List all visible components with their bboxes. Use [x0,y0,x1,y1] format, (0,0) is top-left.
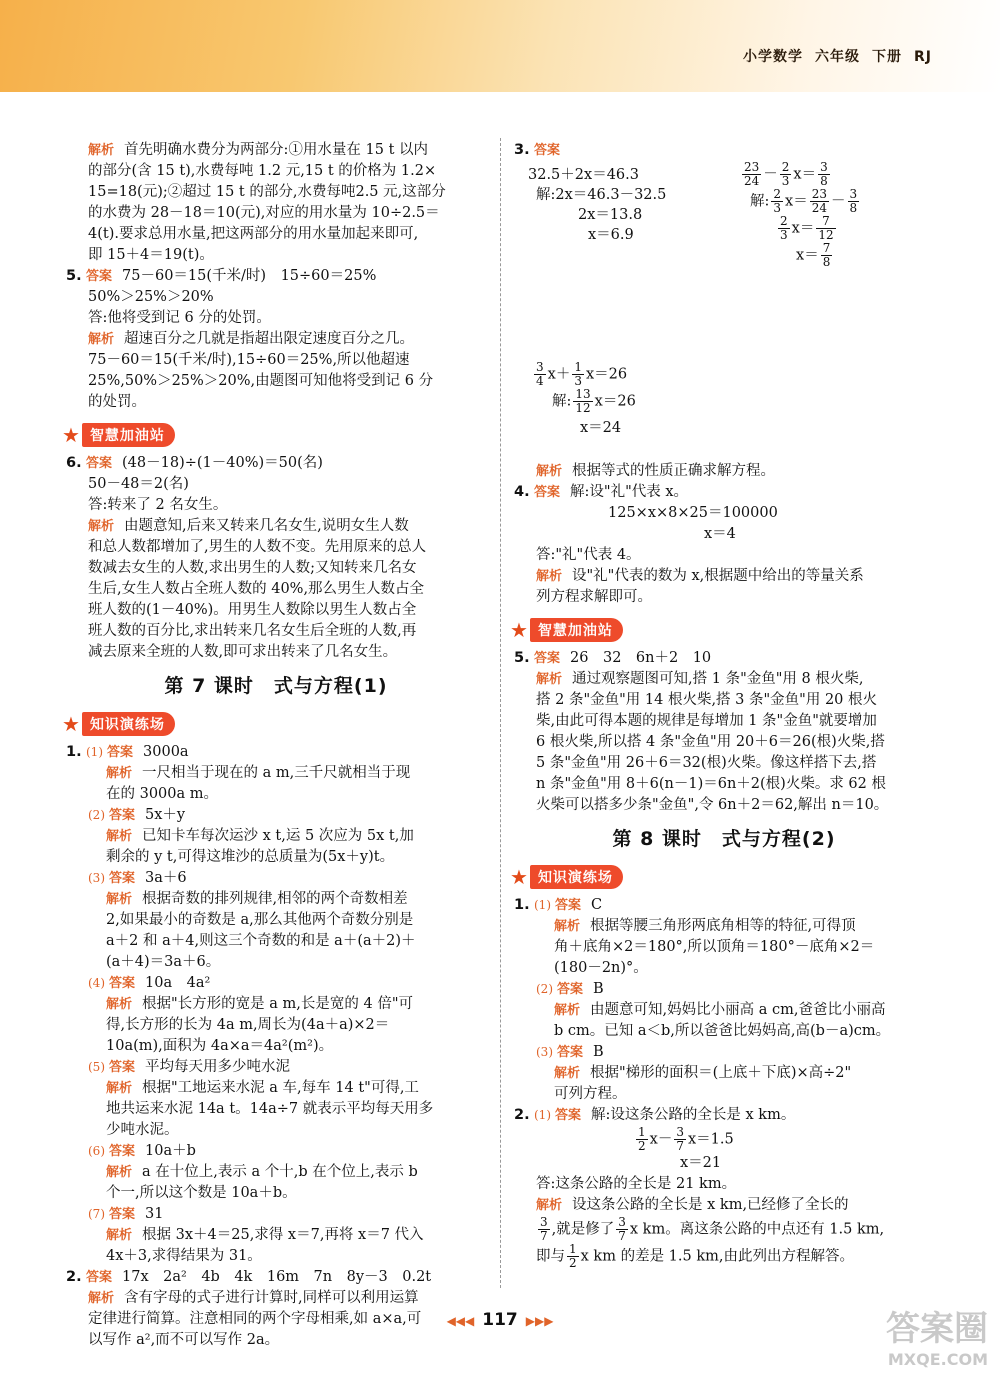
sub-question: (7) 答案 31 [88,1206,164,1222]
column-divider [500,138,501,1288]
answer-line: 125×x×8×25＝100000 [608,505,778,521]
page-number [0,1310,1000,1330]
analysis-line: b cm。已知 a＜b,所以爸爸比妈妈高,高(b－a)cm。 [554,1023,891,1039]
subject: 小学数学 [743,49,803,65]
analysis-line: 10a(m),面积为 4a×a＝4a²(m²)。 [106,1038,334,1054]
analysis-line: 的部分(含 15 t),水费每吨 1.2 元,15 t 的价格为 1.2× [88,163,437,179]
analysis-line: 角＋底角×2＝180°,所以顶角＝180°－底角×2＝ [554,939,875,955]
sub-question: (5) 答案 平均每天用多少吨水泥 [88,1059,291,1075]
answer-line: 50－48＝2(名) [88,476,189,492]
analysis-line: 个一,所以这个数是 10a＋b。 [106,1185,297,1201]
analysis-line: 解析 根据奇数的排列规律,相邻的两个奇数相差 [106,891,408,907]
analysis-line: 班人数的(1－40%)。用男生人数除以男生人数占全 [88,602,417,618]
analysis-line: 解析 超速百分之几就是指超出限定速度百分之几。 [88,331,415,347]
analysis-line: 解析 已知卡车每次运沙 x t,运 5 次应为 5x t,加 [106,828,414,844]
prev-arrows-icon: ◀◀◀ [446,1314,475,1328]
section-banner-zhishi: ★ 知识演练场 [510,865,623,889]
equation-block [514,161,934,461]
lesson-title-8: 第 8 课时 式与方程(2) [612,828,836,850]
analysis-line: 4(t).要求总用水量,把这两部分的用水量加起来即可, [88,226,419,242]
analysis-line: 地共运来水泥 14a t。14a÷7 就表示平均每天用多 [106,1101,434,1117]
answer-line: x＝21 [680,1155,722,1171]
analysis-line: 解析 根据"长方形的宽是 a m,长是宽的 4 倍"可 [106,996,414,1012]
analysis-line: 即与 $\frac{1}{2}$ x km 的差是 1.5 km,由此列出方程解答。 [536,1242,854,1270]
question-5: 5. 答案 75－60＝15(千米/时) 15÷60＝25% [66,268,377,284]
question-1: 1. (1) 答案 3000a [66,744,189,760]
answer-line: 答:"礼"代表 4。 [536,547,641,563]
analysis-line: 解析 根据等腰三角形两底角相等的特征,可得顶 [554,918,856,934]
grade: 六年级 [815,49,860,65]
analysis-line: 和总人数都增加了,男生的人数不变。先用原来的总人 [88,539,427,555]
answer-line: 答:他将受到记 6 分的处罚。 [88,310,271,326]
equation-c: $\frac{3}{4}$ x＋ $\frac{1}{3}$ x＝26 解: $\frac{13}{12}$ x＝26 x＝24 [536,360,636,436]
question-2: 2. 答案 17x 2a² 4b 4k 16m 7n 8y－3 0.2t [66,1269,432,1285]
right-column [510,140,934,1270]
analysis-line: 即 15＋4＝19(t)。 [88,247,214,263]
sub-question: (3) 答案 3a＋6 [88,870,187,886]
equation-b: $\frac{23}{24}$ － $\frac{2}{3}$ x＝ $\frac{3}{8}$ 解: $\frac{2}{3}$ x＝ $\frac{23}{24}$ － $\frac{3}{8}$ $\frac{2}{3}$ x＝ $\frac{7}{12}$ x＝ $\frac{7}{8}$ [744,160,858,269]
analysis-line: 减去原来全班的人数,即可求出转来了几名女生。 [88,644,398,660]
analysis-line: (a＋4)＝3a＋6。 [106,954,221,970]
answer-line: x＝4 [704,526,736,542]
left-column [62,140,486,1351]
sub-question: (4) 答案 10a 4a² [88,975,211,991]
analysis-line: 柴,由此可得本题的规律是每增加 1 条"金鱼"就要增加 [536,713,877,729]
analysis-line: a＋2 和 a＋4,则这三个奇数的和是 a＋(a＋2)＋ [106,933,416,949]
analysis-line: 得,长方形的长为 4a m,周长为(4a＋a)×2＝ [106,1017,390,1033]
section-banner-zhihui: ★ 智慧加油站 [510,618,623,642]
analysis-line: 列方程求解即可。 [536,589,652,605]
analysis-line: (180－2n)°。 [554,960,648,976]
question-2: 2. (1) 答案 解:设这条公路的全长是 x km。 [514,1107,796,1123]
question-4: 4. 答案 解:设"礼"代表 x。 [514,484,689,500]
edition: RJ [914,49,932,65]
analysis-line: 解析 首先明确水费分为两部分:①用水量在 15 t 以内 [88,142,429,158]
answer-line: 答:这条公路的全长是 21 km。 [536,1176,737,1192]
analysis-line: 解析 一尺相当于现在的 a m,三千尺就相当于现 [106,765,411,781]
question-3: 3. 答案 [514,142,561,158]
analysis-line: 火柴可以搭多少条"金鱼",令 6n＋2＝62,解出 n＝10。 [536,797,889,813]
analysis-line: 的水费为 28－18＝10(元),对应的用水量为 10÷2.5＝ [88,205,440,221]
answer-line: 50%＞25%＞20% [88,289,214,305]
analysis-line: 可列方程。 [554,1086,627,1102]
analysis-line: 解析 根据等式的性质正确求解方程。 [536,463,776,479]
analysis-line: 6 根火柴,所以搭 4 条"金鱼"用 20＋6＝26(根)火柴,搭 [536,734,885,750]
analysis-line: 生后,女生人数占全班人数的 40%,那么男生人数占全 [88,581,425,597]
watermark: 答案圈 MXQE.COM [886,1309,988,1369]
section-banner-zhishi: ★ 知识演练场 [62,712,175,736]
analysis-line: 解析 设"礼"代表的数为 x,根据题中给出的等量关系 [536,568,864,584]
sub-question: (3) 答案 B [536,1044,604,1060]
star-icon: ★ [62,712,80,736]
analysis-line: 的处罚。 [88,394,146,410]
analysis-line: 解析 由题意可知,妈妈比小丽高 a cm,爸爸比小丽高 [554,1002,886,1018]
analysis-line: 在的 3000a m。 [106,786,219,802]
star-icon: ★ [510,618,528,642]
star-icon: ★ [62,423,80,447]
equation-d: $\frac{1}{2}$ x－ $\frac{3}{7}$ x＝1.5 [638,1125,734,1153]
analysis-line: 解析 根据 3x＋4＝25,求得 x＝7,再将 x＝7 代入 [106,1227,424,1243]
analysis-line: 解析 含有字母的式子进行计算时,同样可以利用运算 [88,1290,419,1306]
analysis-line: 以写作 a²,而不可以写作 2a。 [88,1332,280,1348]
analysis-line: 解析 a 在十位上,表示 a 个十,b 在个位上,表示 b [106,1164,418,1180]
analysis-line: 4x＋3,求得结果为 31。 [106,1248,262,1264]
question-1: 1. (1) 答案 C [514,897,603,913]
sub-question: (2) 答案 5x＋y [88,807,186,823]
analysis-line: n 条"金鱼"用 8＋6(n－1)＝6n＋2(根)火柴。求 62 根 [536,776,886,792]
analysis-line: 解析 由题意知,后来又转来几名女生,说明女生人数 [88,518,409,534]
book-header [731,46,932,66]
analysis-line: 数减去女生的人数,求出男生的人数;又知转来几名女 [88,560,417,576]
analysis-line: $\frac{3}{7}$ ,就是修了 $\frac{3}{7}$ x km。离这条公路的中点还有 1.5 km, [540,1215,885,1243]
analysis-line: 少吨水泥。 [106,1122,179,1138]
equation-a: 32.5＋2x＝46.3 解:2x＝46.3－32.5 2x＝13.8 x＝6.9 [528,167,667,243]
analysis-line: 15=18(元);②超过 15 t 的部分,水费每吨2.5 元,这部分 [88,184,446,200]
analysis-line: 75－60＝15(千米/时),15÷60＝25%,所以他超速 [88,352,410,368]
star-icon: ★ [510,865,528,889]
lesson-title-7: 第 7 课时 式与方程(1) [164,675,388,697]
page-number-text: 117 [482,1310,518,1330]
question-5: 5. 答案 26 32 6n＋2 10 [514,650,712,666]
analysis-line: 班人数的百分比,求出转来几名女生后全班的人数,再 [88,623,417,639]
next-arrows-icon: ▶▶▶ [525,1314,554,1328]
analysis-line: 解析 根据"梯形的面积＝(上底＋下底)×高÷2" [554,1065,852,1081]
analysis-line: 剩余的 y t,可得这堆沙的总质量为(5x＋y)t。 [106,849,395,865]
analysis-line: 25%,50%＞25%＞20%,由题图可知他将受到记 6 分 [88,373,434,389]
analysis-line: 解析 通过观察题图可知,搭 1 条"金鱼"用 8 根火柴, [536,671,864,687]
section-banner-zhihui: ★ 智慧加油站 [62,423,175,447]
sub-question: (6) 答案 10a＋b [88,1143,196,1159]
analysis-line: 解析 设这条公路的全长是 x km,已经修了全长的 [536,1197,849,1213]
question-6: 6. 答案 (48－18)÷(1－40%)＝50(名) [66,455,323,471]
analysis-line: 搭 2 条"金鱼"用 14 根火柴,搭 3 条"金鱼"用 20 根火 [536,692,878,708]
sub-question: (2) 答案 B [536,981,604,997]
answer-line: 答:转来了 2 名女生。 [88,497,228,513]
analysis-line: 定律进行简算。注意相同的两个字母相乘,如 a×a,可 [88,1311,422,1327]
analysis-line: 2,如果最小的奇数是 a,那么其他两个奇数分别是 [106,912,414,928]
analysis-line: 5 条"金鱼"用 26＋6＝32(根)火柴。像这样搭下去,搭 [536,755,877,771]
volume: 下册 [872,49,902,65]
analysis-line: 解析 根据"工地运来水泥 a 车,每车 14 t"可得,工 [106,1080,419,1096]
